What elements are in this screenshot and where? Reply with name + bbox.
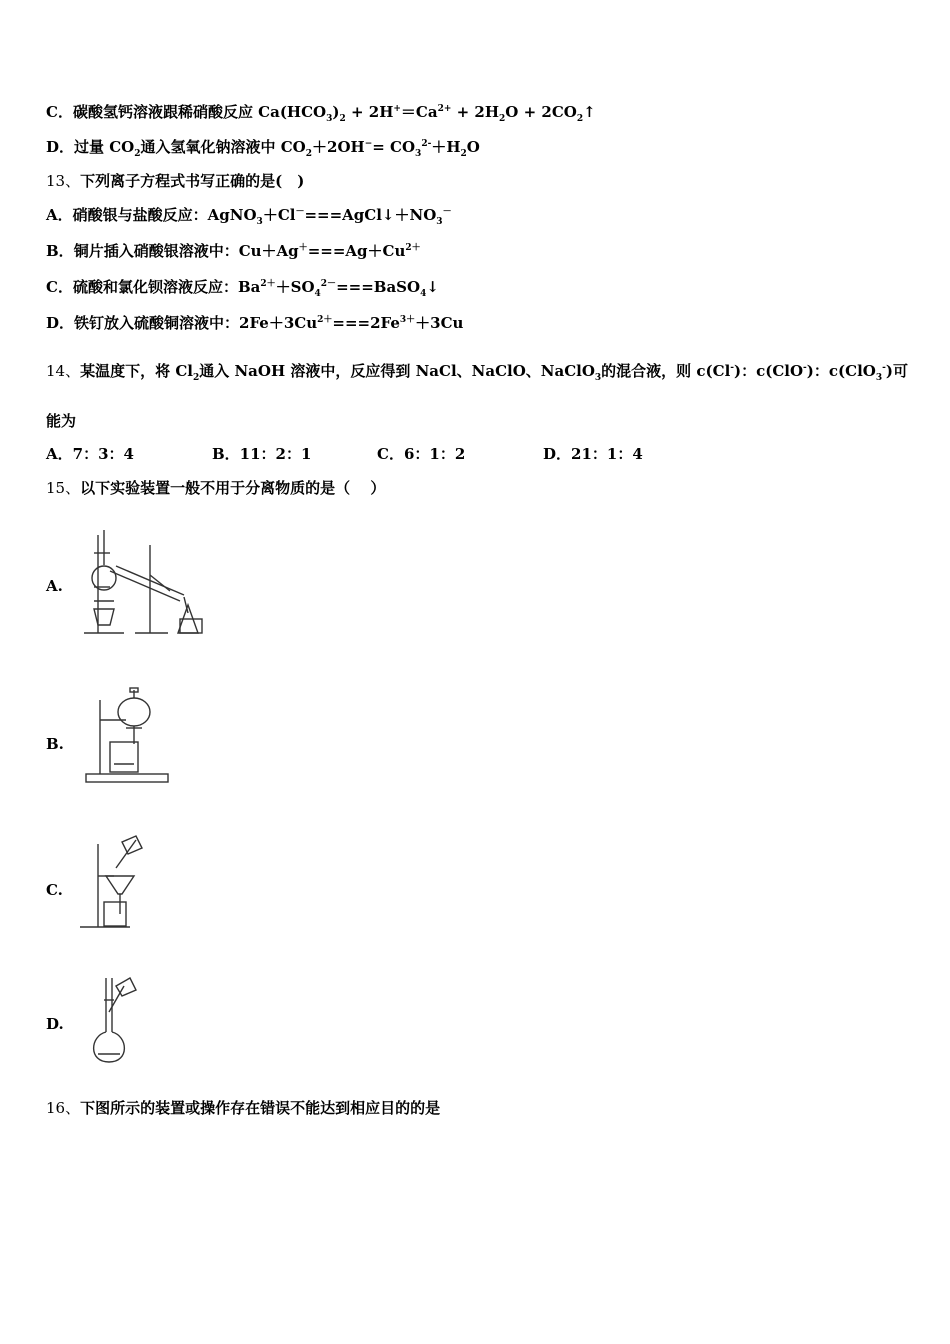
- superscript: 2-: [421, 139, 432, 149]
- filtration-apparatus-figure: [76, 832, 148, 932]
- option-text: ↓: [426, 278, 439, 296]
- option-label: D．: [46, 314, 75, 332]
- option-text: + 2H: [451, 103, 500, 121]
- option-text: ===2Fe: [332, 314, 400, 332]
- subscript: 2: [339, 114, 346, 124]
- superscript: -: [882, 363, 886, 373]
- question-text: 下图所示的装置或操作存在错误不能达到相应目的的是: [80, 1099, 441, 1117]
- superscript: +: [393, 104, 401, 114]
- option-label: D．: [46, 138, 75, 156]
- question-number: 15、: [46, 479, 81, 497]
- option-c: C．6：1：2: [377, 445, 466, 463]
- superscript: -: [730, 363, 735, 373]
- q14-stem: [46, 361, 908, 381]
- option-text: ): [332, 103, 340, 121]
- question-number: 16、: [46, 1099, 81, 1117]
- subscript: 2: [305, 149, 313, 159]
- figure-label-c: C.: [46, 881, 63, 899]
- q13-option-b: [46, 241, 421, 261]
- subscript: 3: [256, 217, 263, 227]
- question-text: 能为: [46, 412, 77, 430]
- option-text: ＋2OH: [312, 138, 365, 156]
- option-label: C．: [46, 103, 73, 121]
- distillation-apparatus-figure: [80, 525, 210, 637]
- option-text: 铁钉放入硫酸铜溶液中：2Fe＋3Cu: [74, 314, 318, 332]
- option-label: B．: [46, 242, 74, 260]
- superscript: 3＋: [399, 315, 416, 325]
- question-text: )：c(ClO: [734, 362, 804, 380]
- option-text: ===AgCl↓＋NO: [304, 206, 437, 224]
- q14-options: [46, 444, 906, 464]
- question-text: 下列离子方程式书写正确的是( ): [80, 172, 305, 190]
- option-text: ↑: [583, 103, 596, 121]
- figure-label-b: B.: [46, 735, 64, 753]
- option-text: = CO: [372, 138, 416, 156]
- superscript: ＋: [298, 243, 308, 253]
- option-text: 通入氢氧化钠溶液中 CO: [140, 138, 306, 156]
- subscript: 3: [326, 114, 333, 124]
- subscript: 2: [192, 373, 200, 383]
- superscript: 2－: [320, 279, 337, 289]
- option-text: O + 2CO: [505, 103, 577, 121]
- subscript: 3: [594, 373, 602, 383]
- separatory-funnel-figure: [82, 686, 172, 786]
- subscript: 2: [499, 114, 506, 124]
- superscript: -: [803, 363, 807, 373]
- option-text: ＋H: [431, 138, 461, 156]
- option-text: ＝Ca: [400, 103, 438, 121]
- subscript: 3: [436, 217, 443, 227]
- question-text: 的混合液，则 c(Cl: [601, 362, 731, 380]
- option-label: A．: [46, 206, 73, 224]
- question-text: 通入 NaOH 溶液中，反应得到 NaCl、NaClO、NaClO: [199, 362, 595, 380]
- q13-option-c: [46, 277, 439, 297]
- superscript: 2＋: [317, 315, 333, 325]
- option-text: ===BaSO: [336, 278, 421, 296]
- question-text: 以下实验装置一般不用于分离物质的是（ ）: [80, 479, 386, 497]
- question-text: 某温度下，将 Cl: [80, 362, 193, 380]
- subscript: 3: [875, 373, 883, 383]
- option-d: D．21：1：4: [543, 445, 643, 463]
- option-text: 硝酸银与盐酸反应：AgNO: [72, 206, 257, 224]
- option-label: C．: [46, 278, 73, 296]
- superscript: 2+: [437, 104, 452, 114]
- question-number: 14、: [46, 362, 81, 380]
- q13-option-a: [46, 205, 452, 225]
- option-text: 过量 CO: [74, 138, 135, 156]
- q15-stem: [46, 478, 385, 498]
- option-text: O: [466, 138, 480, 156]
- question-text: )可: [885, 362, 908, 380]
- option-text: ＋Cl: [262, 206, 296, 224]
- question-number: 13、: [46, 172, 81, 190]
- superscript: 2＋: [260, 279, 276, 289]
- q14-stem-continued: [46, 411, 76, 431]
- figure-label-a: A.: [46, 577, 63, 595]
- subscript: 3: [415, 149, 422, 159]
- q12-option-c: [46, 102, 596, 122]
- volumetric-flask-figure: [86, 972, 142, 1068]
- option-text: ＋SO: [275, 278, 315, 296]
- option-text: 铜片插入硝酸银溶液中：Cu＋Ag: [73, 242, 299, 260]
- superscript: －: [442, 207, 452, 217]
- option-text: 碳酸氢钙溶液跟稀硝酸反应 Ca(HCO: [72, 103, 327, 121]
- superscript: －: [295, 207, 305, 217]
- option-text: 硫酸和氯化钡溶液反应：Ba: [72, 278, 261, 296]
- q13-stem: [46, 171, 304, 191]
- subscript: 2: [134, 149, 141, 159]
- q13-option-d: [46, 313, 463, 333]
- option-text: + 2H: [345, 103, 394, 121]
- q12-option-d: [46, 137, 480, 157]
- superscript: 2＋: [405, 243, 421, 253]
- q16-stem: [46, 1098, 440, 1118]
- option-text: ＋3Cu: [415, 314, 464, 332]
- option-text: ===Ag＋Cu: [307, 242, 406, 260]
- subscript: 4: [420, 289, 427, 299]
- superscript: −: [364, 139, 373, 149]
- option-a: A．7：3：4: [46, 445, 134, 463]
- subscript: 4: [314, 289, 321, 299]
- option-b: B．11：2：1: [212, 445, 312, 463]
- subscript: 2: [576, 114, 584, 124]
- subscript: 2: [460, 149, 467, 159]
- figure-label-d: D.: [46, 1015, 64, 1033]
- question-text: )：c(ClO: [806, 362, 876, 380]
